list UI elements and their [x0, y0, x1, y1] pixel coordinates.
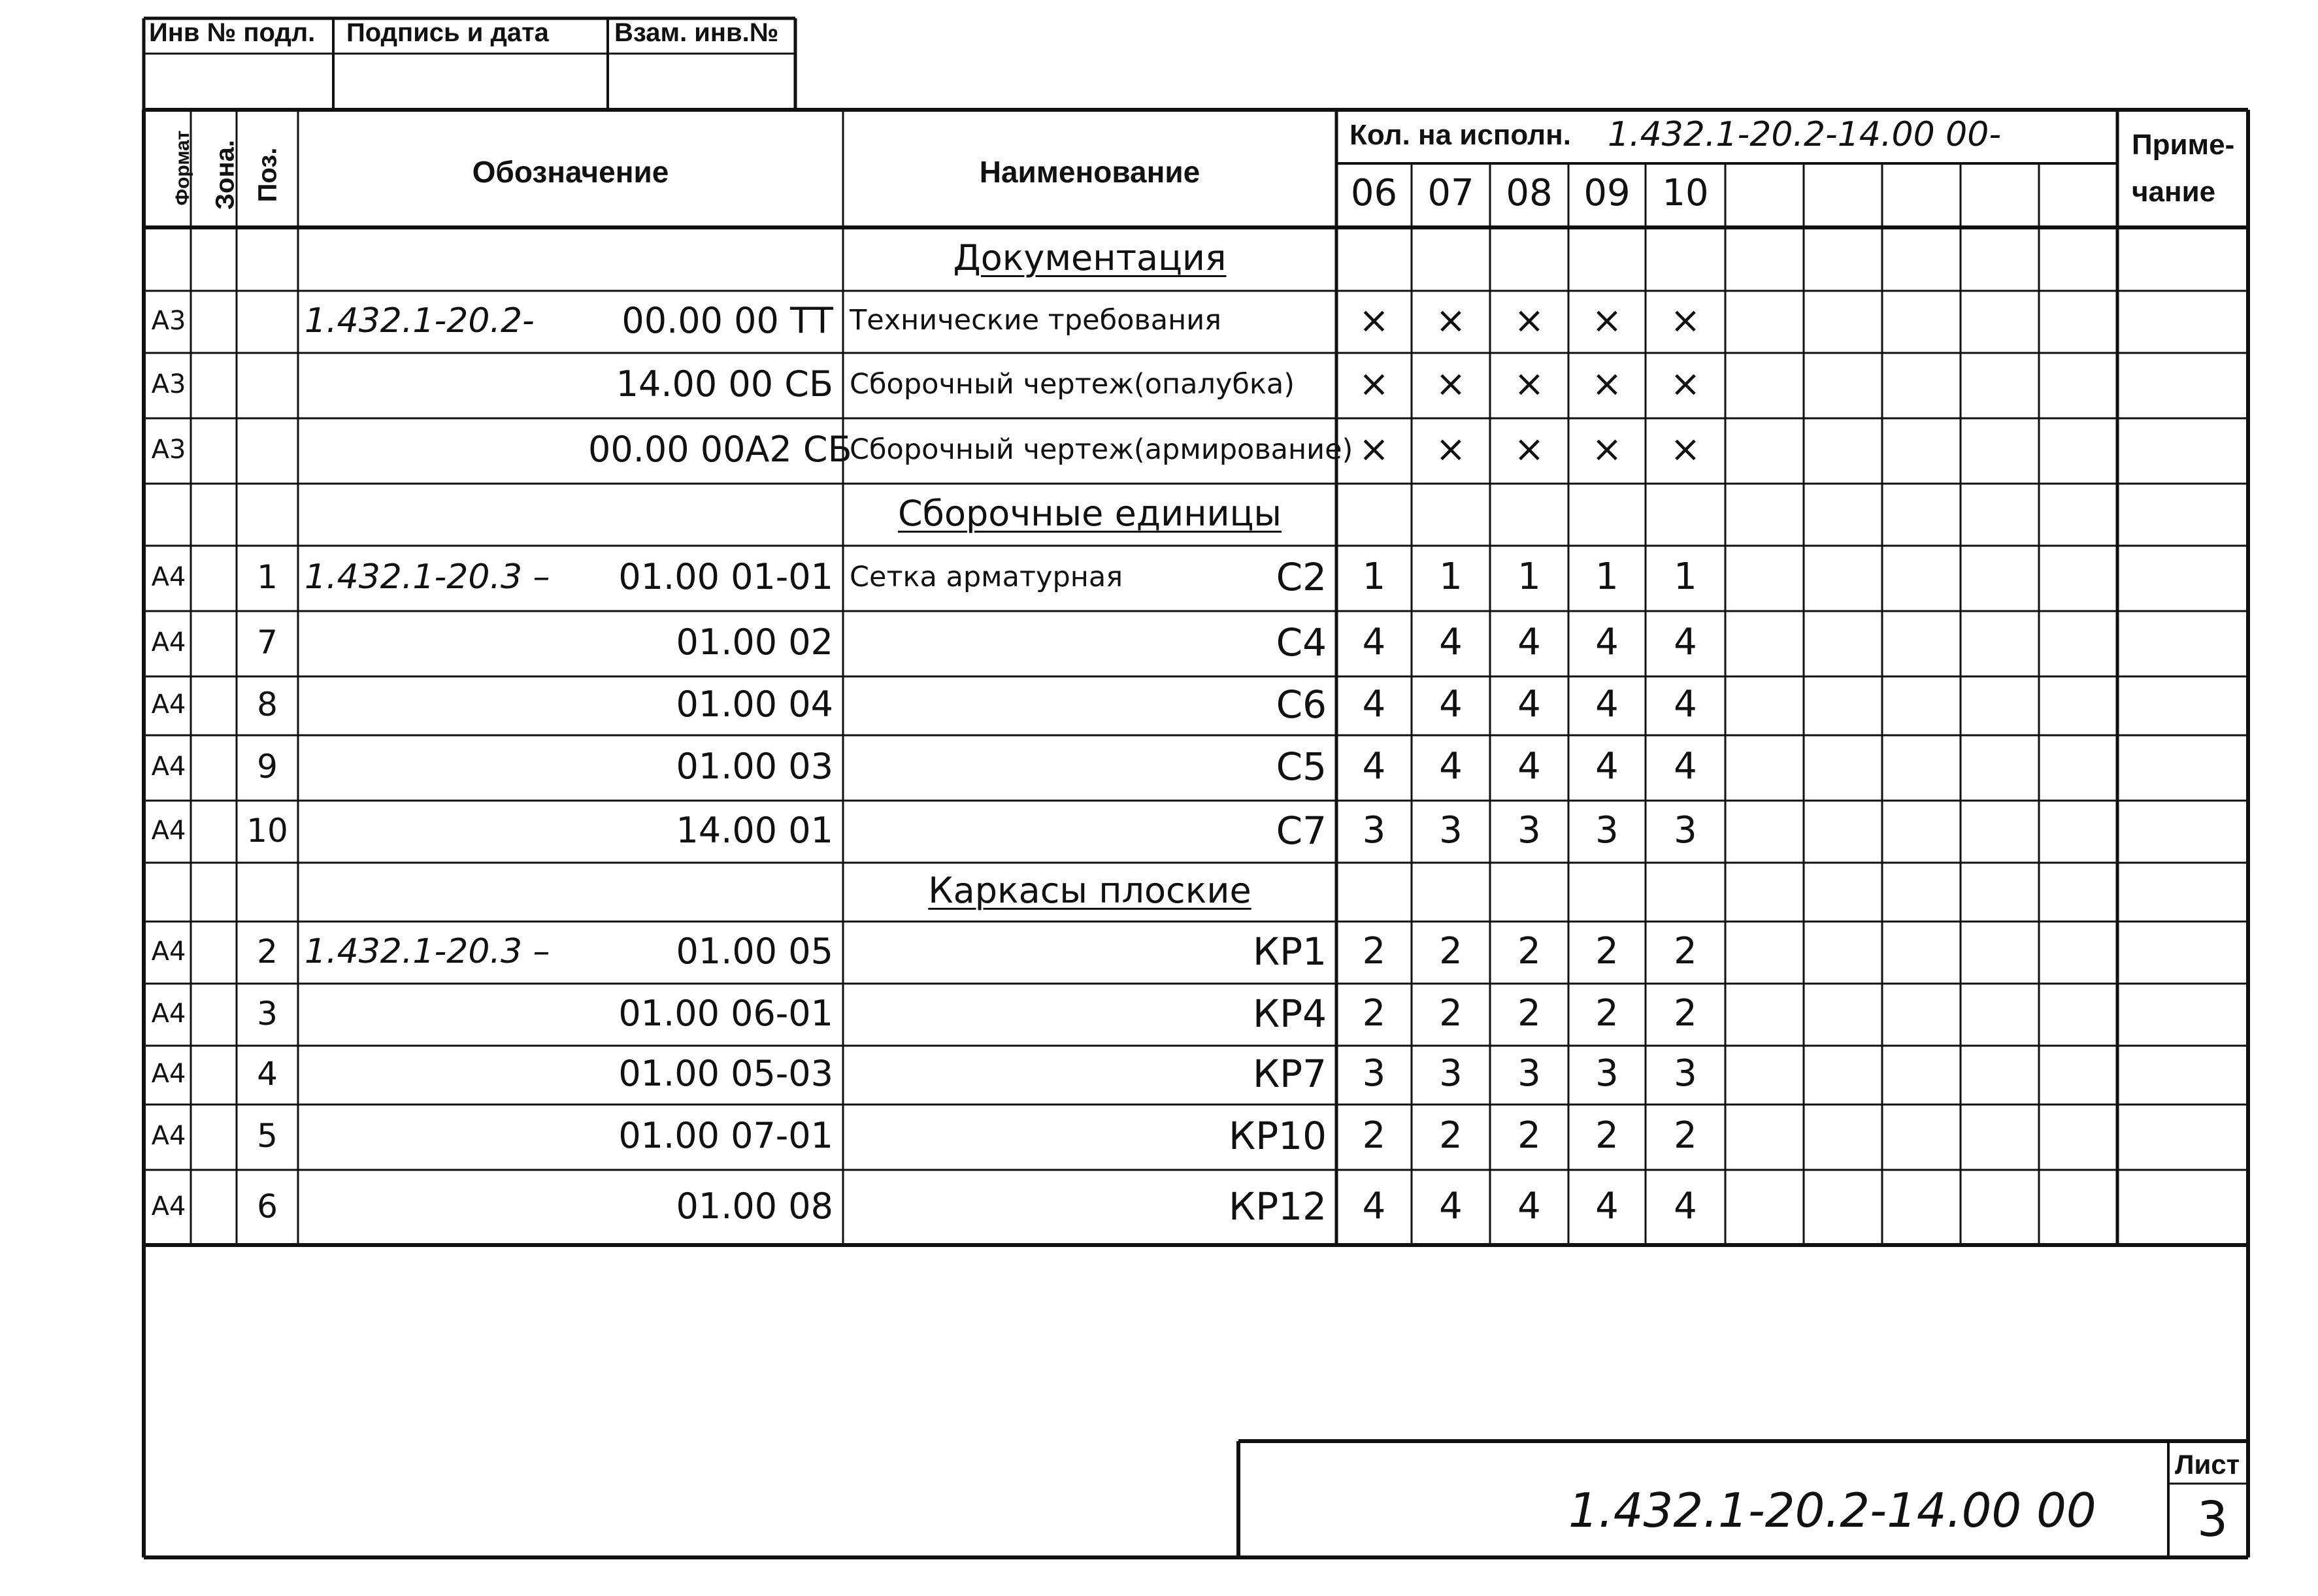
qty-cell: 2: [1517, 929, 1541, 973]
qty-cell: 4: [1362, 683, 1386, 725]
qty-cell: 3: [1362, 1052, 1386, 1095]
name-cell: Технические требования: [850, 304, 1222, 337]
qty-cell: 4: [1517, 745, 1541, 788]
qty-cell: 2: [1362, 991, 1386, 1035]
position-cell: 4: [257, 1055, 278, 1093]
mark-cell: С2: [1276, 555, 1327, 599]
format-cell: А4: [151, 562, 186, 592]
designation-prefix: 1.432.1-20.2-: [305, 301, 535, 341]
format-cell: А4: [151, 1059, 186, 1089]
section-title: Каркасы плоские: [928, 870, 1251, 911]
format-cell: А4: [151, 936, 186, 967]
qty-cell: ×: [1591, 363, 1623, 405]
qty-cell: 4: [1674, 1184, 1697, 1227]
stamp-signature-date-label: Подпись и дата: [346, 18, 549, 47]
qty-cell: 3: [1517, 808, 1541, 852]
qty-cell: 2: [1595, 991, 1619, 1035]
qty-cell: 1: [1674, 556, 1697, 598]
header-qty-document: 1.432.1-20.2-14.00 00-: [1608, 115, 2002, 154]
qty-cell: 2: [1439, 929, 1463, 973]
qty-cell: 2: [1362, 1114, 1386, 1157]
format-cell: А4: [151, 752, 186, 782]
qty-cell: 2: [1595, 1114, 1619, 1157]
designation-code: 01.00 07-01: [618, 1115, 833, 1156]
qty-cell: ×: [1670, 428, 1701, 471]
qty-cell: ×: [1435, 428, 1466, 471]
position-cell: 3: [257, 994, 278, 1033]
header-format: Формат: [172, 130, 193, 206]
format-cell: А3: [151, 369, 186, 399]
variant-header-06: 06: [1350, 172, 1398, 214]
qty-cell: 1: [1517, 556, 1541, 598]
name-cell: Сборочный чертеж(армирование): [850, 433, 1353, 466]
qty-cell: 4: [1595, 621, 1619, 663]
qty-cell: 4: [1674, 683, 1697, 725]
qty-cell: 2: [1595, 929, 1619, 973]
qty-cell: 3: [1517, 1052, 1541, 1095]
header-zone: Зона.: [210, 140, 240, 210]
qty-cell: 4: [1595, 745, 1619, 788]
variant-header-09: 09: [1583, 172, 1631, 214]
mark-cell: С6: [1276, 682, 1327, 727]
section-title: Сборочные единицы: [897, 492, 1282, 534]
qty-cell: ×: [1514, 363, 1545, 405]
qty-cell: 1: [1362, 556, 1386, 598]
qty-cell: 2: [1362, 929, 1386, 973]
qty-cell: ×: [1514, 428, 1545, 471]
designation-prefix: 1.432.1-20.3 –: [305, 557, 550, 597]
position-cell: 10: [246, 811, 288, 850]
header-designation: Обозначение: [472, 155, 669, 189]
qty-cell: ×: [1359, 299, 1389, 342]
designation-code: 01.00 08: [676, 1185, 833, 1227]
format-cell: А4: [151, 1121, 186, 1151]
qty-cell: 2: [1674, 1114, 1697, 1157]
title-block-sheet-label: Лист: [2175, 1449, 2240, 1480]
qty-cell: ×: [1670, 299, 1701, 342]
mark-cell: КР10: [1229, 1114, 1327, 1158]
qty-cell: ×: [1435, 363, 1466, 405]
stamp-inv-no-label: Инв № подл.: [149, 18, 316, 47]
qty-cell: 2: [1439, 991, 1463, 1035]
designation-code: 01.00 01-01: [618, 556, 833, 597]
qty-cell: 2: [1674, 991, 1697, 1035]
qty-cell: 2: [1439, 1114, 1463, 1157]
format-cell: А3: [151, 435, 186, 465]
designation-code: 00.00 00А2 СБ: [588, 429, 852, 470]
qty-cell: 1: [1439, 556, 1463, 598]
qty-cell: ×: [1359, 363, 1389, 405]
qty-cell: 3: [1595, 1052, 1619, 1095]
mark-cell: С7: [1276, 808, 1327, 853]
qty-cell: 4: [1517, 683, 1541, 725]
qty-cell: 4: [1517, 621, 1541, 663]
qty-cell: 3: [1362, 808, 1386, 852]
designation-code: 14.00 00 СБ: [616, 363, 833, 405]
designation-code: 01.00 05-03: [618, 1053, 833, 1094]
mark-cell: С5: [1276, 744, 1327, 789]
qty-cell: 4: [1674, 621, 1697, 663]
qty-cell: ×: [1591, 428, 1623, 471]
header-qty-prefix: Кол. на исполн.: [1349, 119, 1571, 151]
designation-code: 14.00 01: [676, 809, 833, 851]
format-cell: А4: [151, 627, 186, 657]
qty-cell: 4: [1439, 683, 1463, 725]
position-cell: 6: [257, 1187, 278, 1225]
position-cell: 1: [257, 558, 278, 596]
designation-code: 01.00 03: [676, 746, 833, 787]
position-cell: 9: [257, 748, 278, 786]
stamp-replace-inv-label: Взам. инв.№: [614, 18, 779, 47]
position-cell: 2: [257, 932, 278, 971]
mark-cell: КР7: [1252, 1052, 1327, 1096]
qty-cell: 4: [1595, 683, 1619, 725]
qty-cell: 2: [1674, 929, 1697, 973]
qty-cell: 4: [1595, 1184, 1619, 1227]
qty-cell: 4: [1439, 621, 1463, 663]
qty-cell: 3: [1674, 1052, 1697, 1095]
header-name: Наименование: [979, 155, 1200, 189]
qty-cell: 2: [1517, 1114, 1541, 1157]
qty-cell: 2: [1517, 991, 1541, 1035]
qty-cell: ×: [1359, 428, 1389, 471]
designation-code: 00.00 00 ТТ: [621, 299, 833, 341]
name-cell: Сборочный чертеж(опалубка): [850, 367, 1295, 401]
designation-code: 01.00 02: [676, 622, 833, 663]
qty-cell: 3: [1439, 808, 1463, 852]
format-cell: А4: [151, 1191, 186, 1222]
qty-cell: 4: [1362, 745, 1386, 788]
qty-cell: ×: [1514, 299, 1545, 342]
format-cell: А4: [151, 690, 186, 720]
qty-cell: ×: [1591, 299, 1623, 342]
qty-cell: 4: [1439, 1184, 1463, 1227]
position-cell: 7: [257, 623, 278, 661]
mark-cell: КР12: [1229, 1184, 1327, 1229]
designation-prefix: 1.432.1-20.3 –: [305, 931, 550, 971]
mark-cell: С4: [1276, 620, 1327, 665]
qty-cell: ×: [1670, 363, 1701, 405]
designation-code: 01.00 06-01: [618, 992, 833, 1034]
format-cell: А4: [151, 998, 186, 1029]
qty-cell: 3: [1674, 808, 1697, 852]
qty-cell: 4: [1517, 1184, 1541, 1227]
qty-cell: 4: [1439, 745, 1463, 788]
title-block-doc-number: 1.432.1-20.2-14.00 00: [1568, 1483, 2096, 1538]
header-note-line1: Приме-: [2132, 129, 2235, 161]
name-cell: Сетка арматурная: [850, 560, 1123, 593]
format-cell: А4: [151, 815, 186, 846]
position-cell: 5: [257, 1117, 278, 1155]
qty-cell: 4: [1362, 1184, 1386, 1227]
variant-header-08: 08: [1506, 172, 1553, 214]
section-title: Документация: [953, 237, 1227, 278]
designation-code: 01.00 05: [676, 930, 833, 972]
format-cell: А3: [151, 305, 186, 336]
header-pos: Поз.: [253, 147, 282, 203]
mark-cell: КР4: [1252, 991, 1327, 1036]
header-note-line2: чание: [2132, 176, 2216, 208]
variant-header-07: 07: [1427, 172, 1474, 214]
qty-cell: 1: [1595, 556, 1619, 598]
qty-cell: 4: [1674, 745, 1697, 788]
title-block-sheet-number: 3: [2197, 1491, 2228, 1548]
qty-cell: 3: [1595, 808, 1619, 852]
mark-cell: КР1: [1252, 929, 1327, 974]
variant-header-10: 10: [1662, 172, 1709, 214]
qty-cell: 4: [1362, 621, 1386, 663]
qty-cell: ×: [1435, 299, 1466, 342]
position-cell: 8: [257, 686, 278, 723]
designation-code: 01.00 04: [676, 684, 833, 725]
qty-cell: 3: [1439, 1052, 1463, 1095]
